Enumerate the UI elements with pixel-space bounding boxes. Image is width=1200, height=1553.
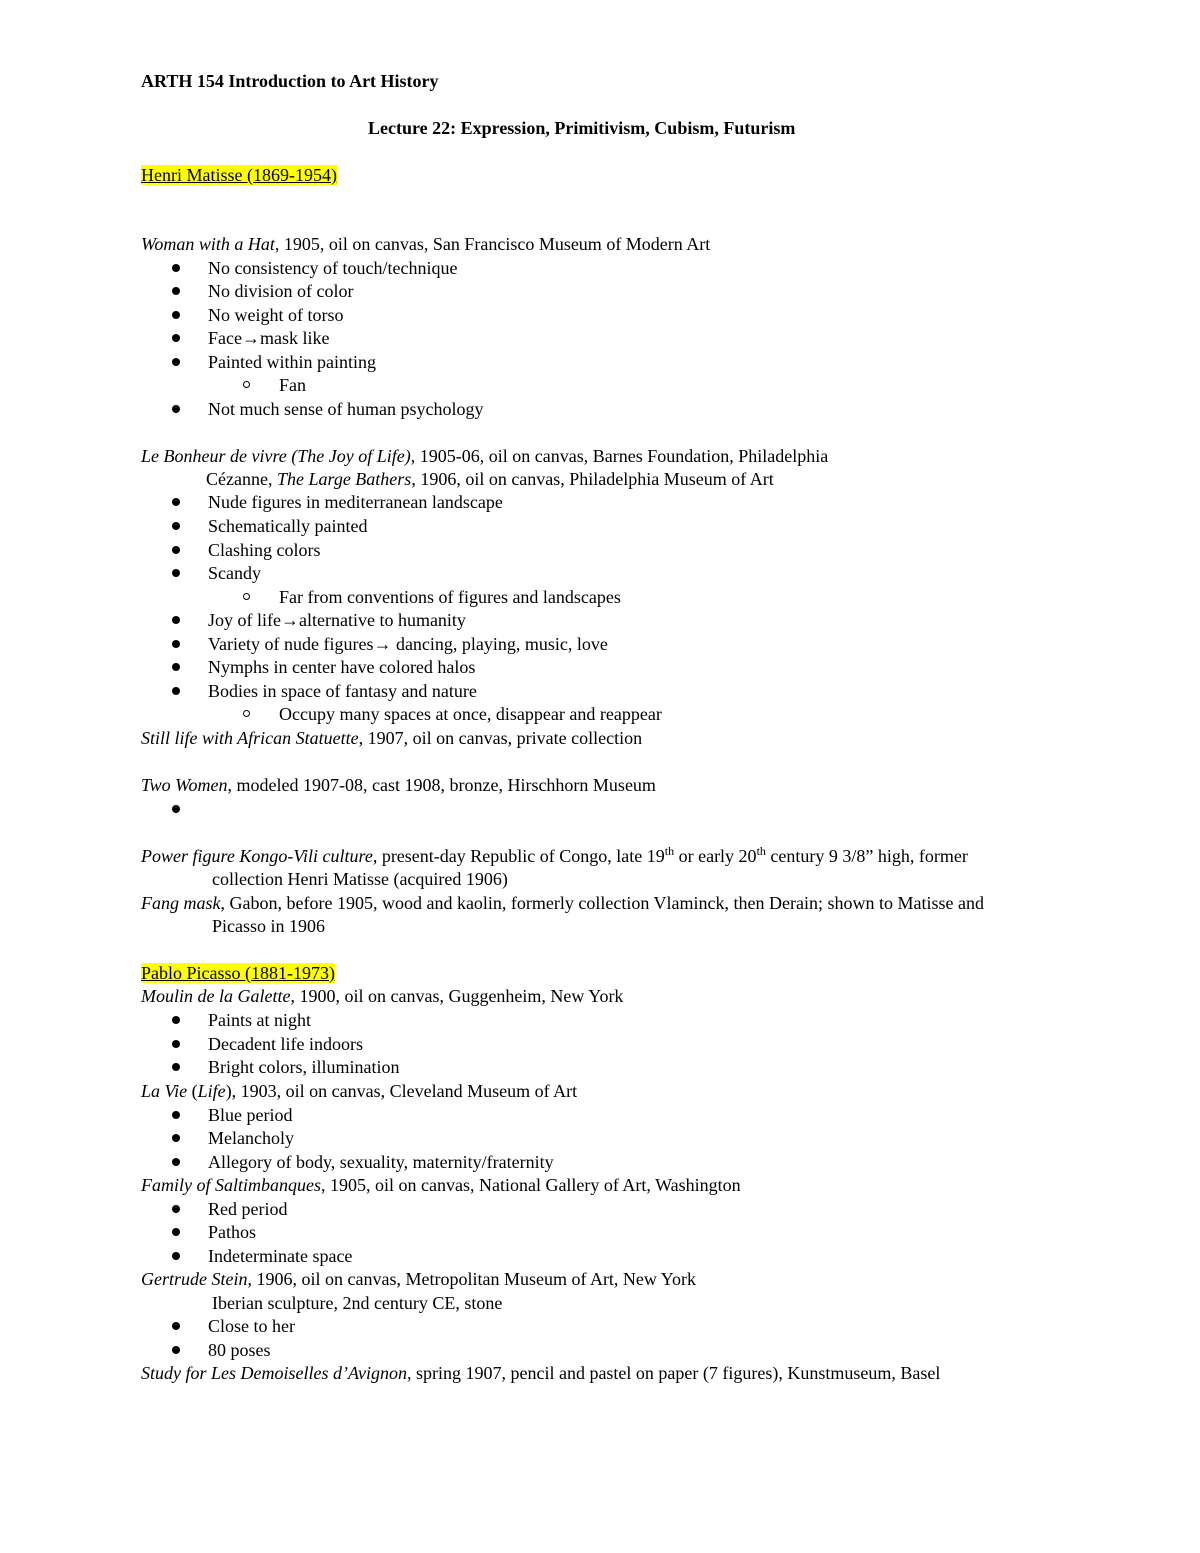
artwork-details: , 1906, oil on canvas, Metropolitan Museum of Art, New York	[247, 1269, 696, 1289]
artwork-details-continued: Picasso in 1906	[212, 916, 326, 936]
list-item: Nymphs in center have colored halos	[208, 657, 476, 677]
picasso-heading-text: Pablo Picasso (1881-1973)	[141, 963, 335, 983]
artwork-title: Fang mask	[141, 893, 221, 913]
artwork-details: , present-day Republic of Congo, late 19	[372, 846, 665, 866]
bullet-icon	[172, 640, 180, 648]
sub-bullet-icon	[243, 710, 250, 717]
bullet-icon	[172, 805, 180, 813]
bullet-icon	[172, 498, 180, 506]
list-item: Indeterminate space	[208, 1246, 353, 1266]
list-item: Blue period	[208, 1105, 293, 1125]
artwork-entry	[141, 445, 828, 467]
artwork-details: , spring 1907, pencil and pastel on paper (7 figures), Kunstmuseum, Basel	[406, 1363, 941, 1383]
artwork-title: Power figure Kongo-Vili culture	[141, 846, 373, 866]
bullet-icon	[172, 311, 180, 319]
artwork-details: ), 1903, oil on canvas, Cleveland Museum of Art	[225, 1081, 578, 1101]
list-item: Painted within painting	[208, 352, 376, 372]
artwork-details: , modeled 1907-08, cast 1908, bronze, Hirschhorn Museum	[227, 775, 656, 795]
superscript: th	[664, 844, 675, 858]
artwork-details: , 1905-06, oil on canvas, Barnes Foundation, Philadelphia	[410, 446, 829, 466]
bullet-icon	[172, 663, 180, 671]
list-item: Not much sense of human psychology	[208, 399, 484, 419]
section-heading-matisse	[141, 164, 337, 186]
bullet-icon	[172, 569, 180, 577]
artwork-details: , 1907, oil on canvas, private collection	[358, 728, 643, 748]
sub-list-item: Fan	[279, 375, 306, 395]
artwork-entry	[141, 845, 968, 867]
artwork-title: Le Bonheur de vivre (The Joy of Life)	[141, 446, 411, 466]
lecture-title: Lecture 22: Expression, Primitivism, Cubism, Futurism	[368, 118, 796, 138]
list-item: Allegory of body, sexuality, maternity/fraternity	[208, 1152, 554, 1172]
bullet-icon	[172, 1063, 180, 1071]
comparison-entry	[206, 468, 774, 490]
artwork-title: The Large Bathers	[276, 469, 412, 489]
bullet-icon	[172, 358, 180, 366]
artwork-entry	[141, 892, 984, 914]
list-item: Nude figures in mediterranean landscape	[208, 492, 503, 512]
artwork-title: Moulin de la Galette	[141, 986, 291, 1006]
sub-bullet-icon	[243, 593, 250, 600]
artwork-title: Family of Saltimbanques	[141, 1175, 321, 1195]
artwork-title: Still life with African Statuette	[141, 728, 359, 748]
list-item: No weight of torso	[208, 305, 344, 325]
list-item: Scandy	[208, 563, 261, 583]
bullet-icon	[172, 1252, 180, 1260]
artwork-title: Gertrude Stein	[141, 1269, 248, 1289]
artist-name: Cézanne,	[206, 469, 277, 489]
sub-bullet-icon	[243, 381, 250, 388]
list-item: Close to her	[208, 1316, 295, 1336]
bullet-icon	[172, 616, 180, 624]
list-item: Pathos	[208, 1222, 257, 1242]
artwork-entry	[141, 1268, 696, 1290]
comparison-entry: Iberian sculpture, 2nd century CE, stone	[212, 1293, 503, 1313]
superscript: th	[756, 844, 766, 858]
list-item: Melancholy	[208, 1128, 294, 1148]
bullet-icon	[172, 287, 180, 295]
artwork-details: , Gabon, before 1905, wood and kaolin, formerly collection Vlaminck, then Derain; shown to Matisse and	[220, 893, 984, 913]
artwork-details: , 1905, oil on canvas, National Gallery of Art, Washington	[320, 1175, 741, 1195]
course-title: ARTH 154 Introduction to Art History	[141, 71, 439, 91]
sub-list-item: Occupy many spaces at once, disappear and reappear	[279, 704, 662, 724]
artwork-translation: Life	[197, 1081, 226, 1101]
list-item: Clashing colors	[208, 540, 321, 560]
artwork-details: , 1906, oil on canvas, Philadelphia Museum of Art	[411, 469, 774, 489]
artwork-entry	[141, 1080, 577, 1102]
bullet-icon	[172, 1111, 180, 1119]
artwork-title: Woman with a Hat	[141, 234, 275, 254]
artwork-details: , 1905, oil on canvas, San Francisco Museum of Modern Art	[274, 234, 711, 254]
list-item: 80 poses	[208, 1340, 271, 1360]
list-item: Bright colors, illumination	[208, 1057, 400, 1077]
list-item: No division of color	[208, 281, 354, 301]
list-item: Variety of nude figures→ dancing, playing, music, love	[208, 634, 608, 654]
bullet-icon	[172, 1322, 180, 1330]
artwork-details: (	[187, 1081, 198, 1101]
bullet-icon	[172, 264, 180, 272]
artwork-entry	[141, 774, 656, 796]
artwork-details: century 9 3/8” high, former	[765, 846, 968, 866]
bullet-icon	[172, 405, 180, 413]
artwork-entry	[141, 233, 710, 255]
artwork-entry	[141, 1362, 940, 1384]
bullet-icon	[172, 1158, 180, 1166]
list-item: Paints at night	[208, 1010, 311, 1030]
list-item: Joy of life→alternative to humanity	[208, 610, 466, 630]
artwork-title: Study for Les Demoiselles d’Avignon	[141, 1363, 407, 1383]
artwork-title: La Vie	[141, 1081, 188, 1101]
sub-list-item: Far from conventions of figures and landscapes	[279, 587, 621, 607]
list-item: No consistency of touch/technique	[208, 258, 458, 278]
bullet-icon	[172, 1016, 180, 1024]
artwork-entry	[141, 1174, 741, 1196]
bullet-icon	[172, 687, 180, 695]
list-item: Face→mask like	[208, 328, 330, 348]
bullet-icon	[172, 546, 180, 554]
artwork-entry	[141, 985, 623, 1007]
list-item: Bodies in space of fantasy and nature	[208, 681, 477, 701]
list-item: Schematically painted	[208, 516, 368, 536]
artwork-title: Two Women	[141, 775, 228, 795]
artwork-details: , 1900, oil on canvas, Guggenheim, New York	[290, 986, 624, 1006]
bullet-icon	[172, 1134, 180, 1142]
artwork-entry	[141, 727, 642, 749]
bullet-icon	[172, 1346, 180, 1354]
list-item: Decadent life indoors	[208, 1034, 363, 1054]
list-item: Red period	[208, 1199, 288, 1219]
section-heading-picasso	[141, 962, 335, 984]
bullet-icon	[172, 1040, 180, 1048]
bullet-icon	[172, 1228, 180, 1236]
matisse-heading-text: Henri Matisse (1869-1954)	[141, 165, 337, 185]
bullet-icon	[172, 1205, 180, 1213]
artwork-details: or early 20	[674, 846, 757, 866]
bullet-icon	[172, 522, 180, 530]
artwork-details-continued: collection Henri Matisse (acquired 1906)	[212, 869, 508, 889]
bullet-icon	[172, 334, 180, 342]
